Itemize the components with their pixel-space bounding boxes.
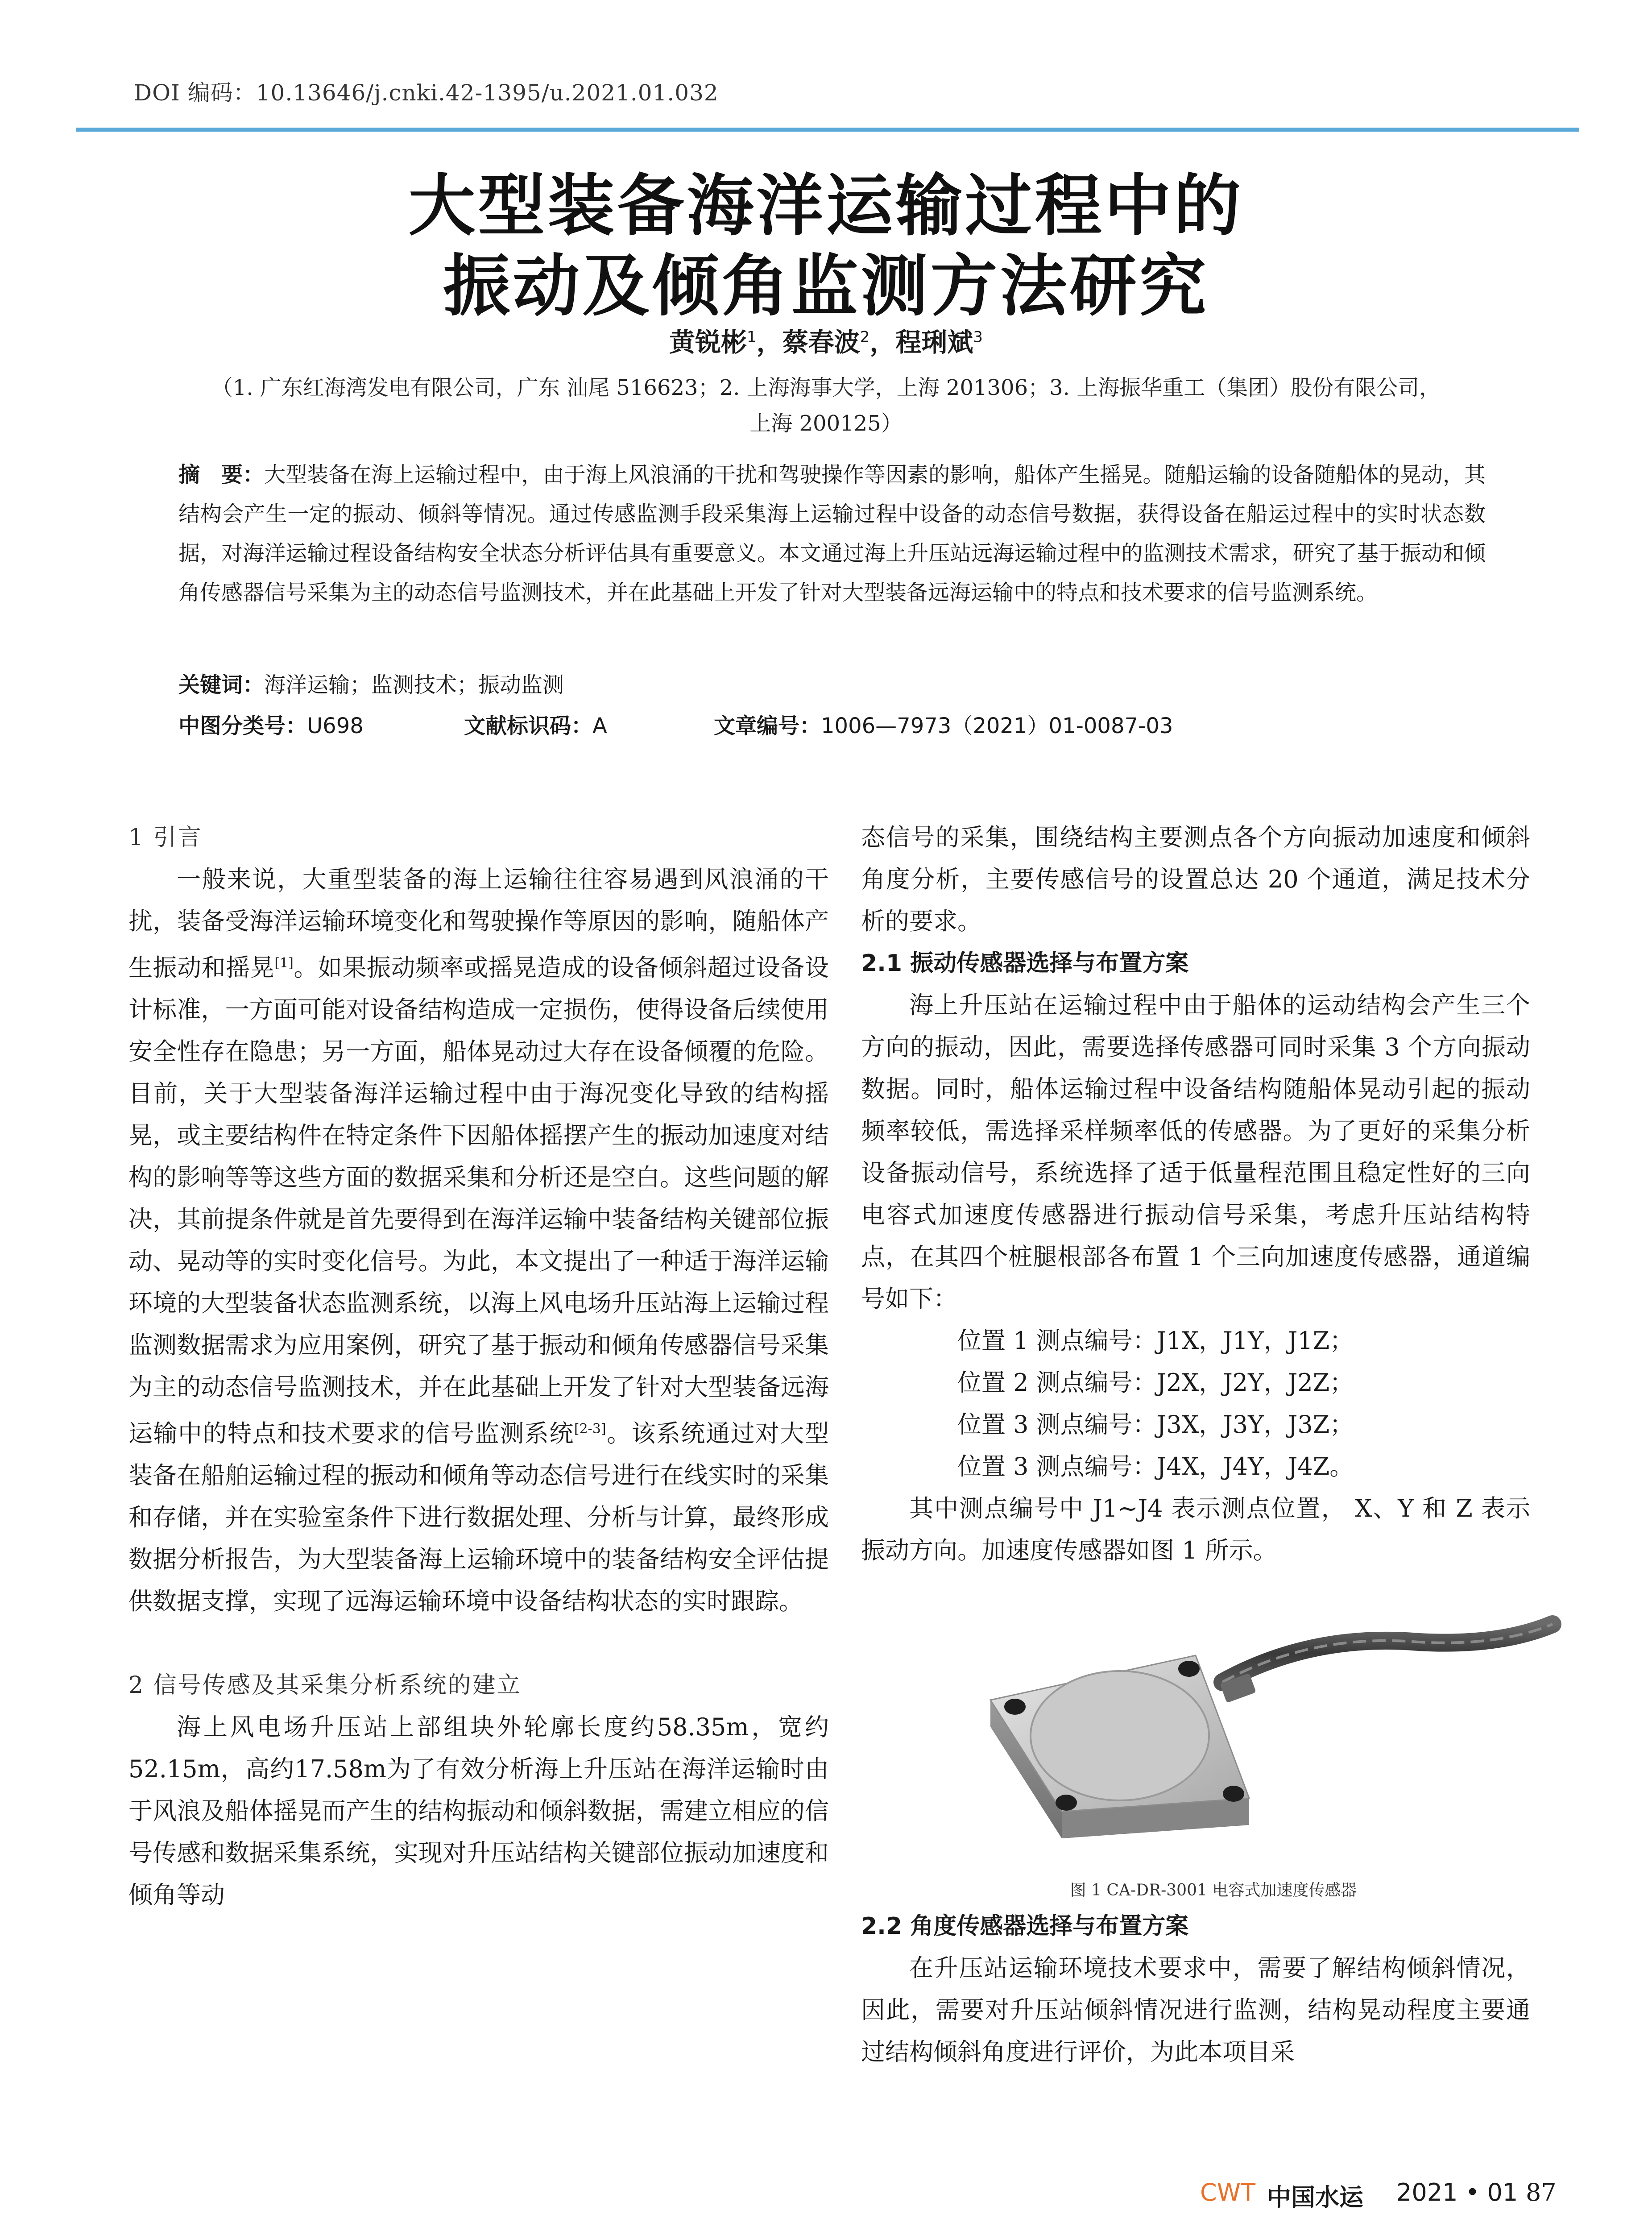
abstract-text: 大型装备在海上运输过程中，由于海上风浪涌的干扰和驾驶操作等因素的影响，船体产生摇晃。随船运输的设备随船体的晃动，其结构会产生一定的振动、倾斜等情况。通过传感监测手段采集海上运输过程中设备的动态信号数据，获得设备在船运过程中的实时状态数据，对海洋运输过程设备结构安全状态分析评估具有重要意义。本文通过海上升压站远海运输过程中的监测技术需求，研究了基于振动和倾角传感器信号采集为主的动态信号监测技术，并在此基础上开发了针对大型装备远海运输中的特点和技术要求的信号监测系统。 bbox=[178, 462, 1486, 605]
header-rule bbox=[76, 128, 1579, 132]
citation-ref: [1] bbox=[274, 955, 294, 971]
footer-issue bbox=[1396, 2178, 1518, 2206]
accelerometer-photo bbox=[973, 1615, 1570, 1856]
figure-1-caption: 图 1 CA-DR-3001 电容式加速度传感器 bbox=[1070, 1881, 1357, 1899]
footer-magazine bbox=[1267, 2178, 1363, 2213]
right-column-bottom bbox=[861, 1905, 1530, 2073]
intro-text: 。如果振动频率或摇晃造成的设备倾斜超过设备设计标准，一方面可能对设备结构造成一定损伤，使得设备后续使用安全性存在隐患；另一方面，船体晃动过大存在设备倾覆的危险。目前，关于大型装备海洋运输过程中由于海况变化导致的结构摇晃，或主要结构件在特定条件下因船体摇摆产生的振动加速度对结构的影响等等这些方面的数据采集和分析还是空白。这些问题的解决，其前提条件就是首先要得到在海洋运输中装备结构关键部位振动、晃动等的实时变化信号。为此，本文提出了一种适于海洋运输环境的大型装备状态监测系统，以海上风电场升压站海上运输过程监测数据需求为应用案例，研究了基于振动和倾角传感器信号采集为主的动态信号监测技术，并在此基础上开发了针对大型装备远海运输中的特点和技术要求的信号监测系统 bbox=[128, 954, 829, 1447]
continued-paragraph: 态信号的采集，围绕结构主要测点各个方向振动加速度和倾斜角度分析，主要传感信号的设置总达 20 个通道，满足技术分析的要求。 bbox=[861, 823, 1530, 935]
author-3-affil: 3 bbox=[973, 328, 983, 346]
author-list bbox=[0, 321, 1652, 359]
section-1-heading: 1 引言 bbox=[128, 824, 203, 851]
doc-code-label: 文献标识码： bbox=[464, 713, 593, 738]
title-line-1: 大型装备海洋运输过程中的 bbox=[408, 167, 1244, 245]
author-2-affil: 2 bbox=[860, 328, 870, 346]
measure-point-1: 位置 1 测点编号：J1X，J1Y，J1Z； bbox=[957, 1327, 1354, 1355]
subsection-2-1-paragraph: 海上升压站在运输过程中由于船体的运动结构会产生三个方向的振动，因此，需要选择传感器可同时采集 3 个方向振动数据。同时，船体运输过程中设备结构随船体晃动引起的振动频率较低，需选择采样频率低的传感器。为了更好的采集分析设备振动信号，系统选择了适于低量程范围且稳定性好的三向电容式加速度传感器进行振动信号采集，考虑升压站结构特点，在其四个桩腿根部各布置 1 个三向加速度传感器，通道编号如下： bbox=[861, 991, 1530, 1313]
abstract-label: 摘 要： bbox=[178, 462, 265, 487]
subsection-2-2-heading: 2.2 角度传感器选择与布置方案 bbox=[861, 1913, 1189, 1940]
title-line-2: 振动及倾角监测方法研究 bbox=[443, 248, 1209, 325]
magazine-name: 中国水运 bbox=[1267, 2183, 1363, 2211]
section-2-paragraph: 海上风电场升压站上部组块外轮廓长度约58.35m，宽约52.15m，高约17.58m为了有效分析海上升压站在海洋运输时由于风浪及船体摇晃而产生的结构振动和倾斜数据，需建立相应的信号传感和数据采集系统，实现对升压站结构关键部位振动加速度和倾角等动 bbox=[128, 1713, 829, 1909]
keywords-label: 关键词： bbox=[178, 672, 265, 697]
page-number: 87 bbox=[1526, 2178, 1557, 2206]
abstract bbox=[178, 455, 1486, 612]
intro-text: 。该系统通过对大型装备在船舶运输过程的振动和倾角等动态信号进行在线实时的采集和存储，并在实验室条件下进行数据处理、分析与计算，最终形成数据分析报告，为大型装备海上运输环境中的装备结构安全评估提供数据支撑，实现了远海运输环境中设备结构状态的实时跟踪。 bbox=[128, 1419, 829, 1615]
subsection-2-2-paragraph: 在升压站运输环境技术要求中，需要了解结构倾斜情况，因此，需要对升压站倾斜情况进行监测，结构晃动程度主要通过结构倾斜角度进行评价，为此本项目采 bbox=[861, 1954, 1530, 2066]
intro-text: 一般来说，大重型装备的海上运输往往容易遇到风浪涌的干扰，装备受海洋运输环境变化和驾驶操作等原因的影响，随船体产生振动和摇晃 bbox=[128, 865, 829, 982]
clc-number bbox=[178, 709, 364, 739]
clc-label: 中图分类号： bbox=[178, 713, 307, 738]
citation-ref: [2-3] bbox=[574, 1421, 606, 1437]
author-1: 黄锐彬 bbox=[669, 327, 747, 357]
keywords bbox=[178, 668, 564, 698]
article-number-label: 文章编号： bbox=[714, 713, 821, 738]
author-separator: ， bbox=[869, 327, 896, 357]
right-column-top bbox=[861, 817, 1530, 1572]
subsection-2-1-heading: 2.1 振动传感器选择与布置方案 bbox=[861, 950, 1189, 977]
affiliation-line-1: （1. 广东红海湾发电有限公司，广东 汕尾 516623；2. 上海海事大学，上海 201306；3. 上海振华重工（集团）股份有限公司， bbox=[211, 375, 1441, 400]
doi-line: DOI 编码：10.13646/j.cnki.42-1395/u.2021.01.032 bbox=[134, 80, 719, 106]
article-number bbox=[714, 709, 1173, 739]
author-1-affil: 1 bbox=[747, 328, 757, 346]
issue-number: 2021 • 01 bbox=[1396, 2178, 1518, 2206]
article-number-value: 1006—7973（2021）01-0087-03 bbox=[821, 713, 1173, 738]
footer-brand bbox=[1200, 2178, 1255, 2206]
section-2-heading: 2 信号传感及其采集分析系统的建立 bbox=[128, 1672, 522, 1699]
author-3: 程琍斌 bbox=[895, 327, 973, 357]
author-separator: ， bbox=[756, 327, 783, 357]
section-gap bbox=[128, 1622, 829, 1664]
document-code bbox=[464, 709, 607, 739]
left-column bbox=[128, 817, 829, 1916]
keywords-text: 海洋运输；监测技术；振动监测 bbox=[264, 672, 564, 697]
intro-paragraph bbox=[128, 858, 829, 1622]
author-2: 蔡春波 bbox=[782, 327, 860, 357]
doc-code-value: A bbox=[592, 713, 607, 738]
cwt-logo: CWT bbox=[1200, 2178, 1256, 2206]
measure-point-4: 位置 3 测点编号：J4X，J4Y，J4Z。 bbox=[957, 1452, 1354, 1480]
clc-value: U698 bbox=[307, 713, 364, 738]
affiliation-line-2: 上海 200125） bbox=[749, 411, 903, 436]
measure-point-2: 位置 2 测点编号：J2X，J2Y，J2Z； bbox=[957, 1368, 1354, 1397]
point-explanation: 其中测点编号中 J1~J4 表示测点位置， X、Y 和 Z 表示振动方向。加速度传感器如图 1 所示。 bbox=[861, 1494, 1530, 1564]
measure-point-3: 位置 3 测点编号：J3X，J3Y，J3Z； bbox=[957, 1410, 1354, 1439]
